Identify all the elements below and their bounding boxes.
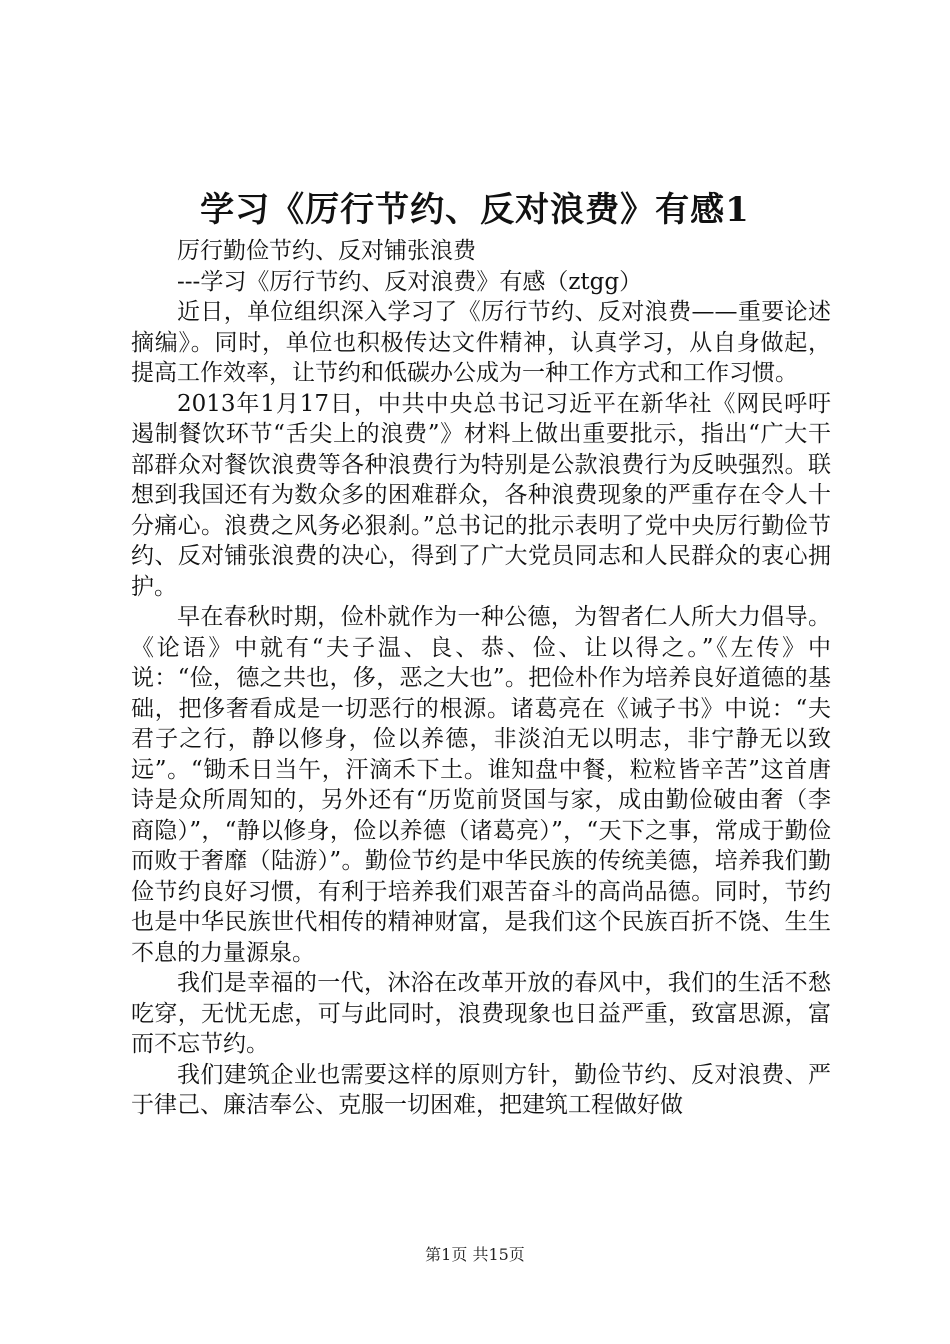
document-title: 学习《厉行节约、反对浪费》有感1 <box>200 190 750 230</box>
body-paragraph: 我们建筑企业也需要这样的原则方针，勤俭节约、反对浪费、严于律己、廉洁奉公、克服一切困难，把建筑工程做好做 <box>131 1061 831 1118</box>
subtitle-line: 厉行勤俭节约、反对铺张浪费 <box>177 238 476 264</box>
document-body <box>131 236 831 1121</box>
subtitle-source-line: ---学习《厉行节约、反对浪费》有感（ztgg） <box>177 268 643 295</box>
page-number-footer: 第1页 共15页 <box>425 1245 525 1264</box>
body-paragraph: 早在春秋时期，俭朴就作为一种公德，为智者仁人所大力倡导。《论语》中就有“夫子温、良、恭、俭、让以得之。”《左传》中说：“俭，德之共也，侈，恶之大也”。把俭朴作为培养良好道德的基础，把侈奢看成是一切恶行的根源。诸葛亮在《诫子书》中说：“夫君子之行，静以修身，俭以养德，非淡泊无以明志，非宁静无以致远”。“锄禾日当午，汗滴禾下土。谁知盘中餐，粒粒皆辛苦”这首唐诗是众所周知的，另外还有“历览前贤国与家，成由勤俭破由奢（李商隐）”，“静以修身，俭以养德（诸葛亮）”，“天下之事，常成于勤俭而败于奢靡（陆游）”。勤俭节约是中华民族的传统美德，培养我们勤俭节约良好习惯，有利于培养我们艰苦奋斗的高尚品德。同时，节约也是中华民族世代相传的精神财富，是我们这个民族百折不饶、生生不息的力量源泉。 <box>131 604 831 966</box>
body-paragraph: 我们是幸福的一代，沐浴在改革开放的春风中，我们的生活不愁吃穿，无忧无虑，可与此同时，浪费现象也日益严重，致富思源，富而不忘节约。 <box>131 970 831 1057</box>
body-paragraph: 近日，单位组织深入学习了《厉行节约、反对浪费——重要论述摘编》。同时，单位也积极传达文件精神，认真学习，从自身做起，提高工作效率，让节约和低碳办公成为一种工作方式和工作习惯。 <box>131 299 831 386</box>
body-paragraph: 2013年1月17日，中共中央总书记习近平在新华社《网民呼吁遏制餐饮环节“舌尖上的浪费”》材料上做出重要批示，指出“广大干部群众对餐饮浪费等各种浪费行为特别是公款浪费行为反映强烈。联想到我国还有为数众多的困难群众，各种浪费现象的严重存在令人十分痛心。浪费之风务必狠刹。”总书记的批示表明了党中央厉行勤俭节约、反对铺张浪费的决心，得到了广大党员同志和人民群众的衷心拥护。 <box>131 390 831 600</box>
